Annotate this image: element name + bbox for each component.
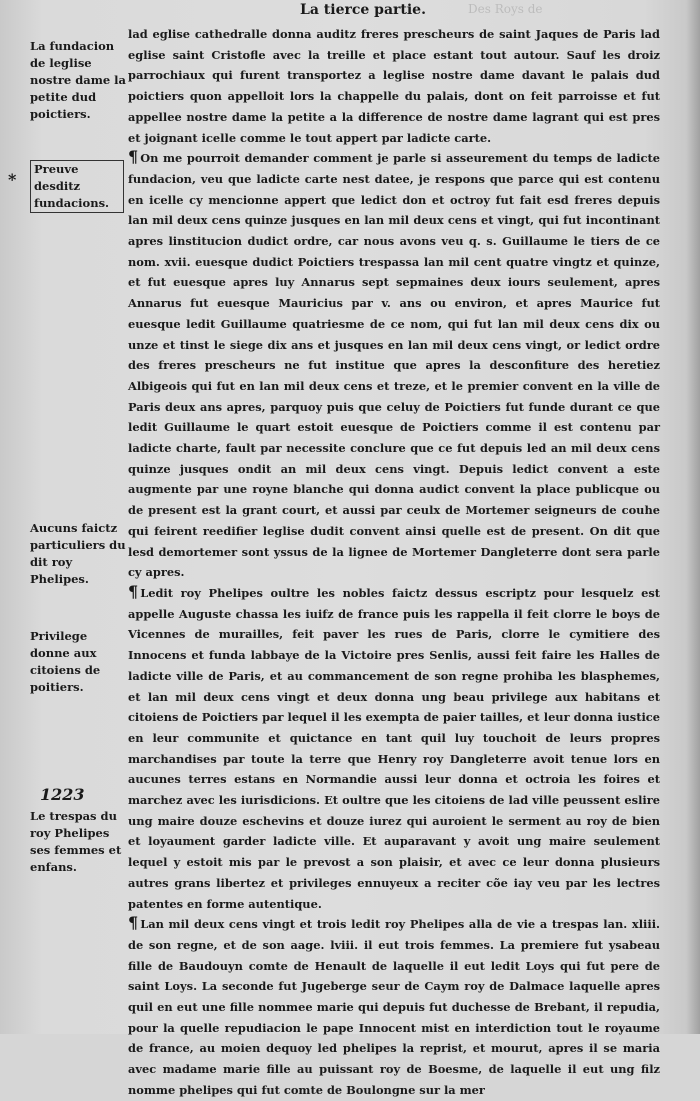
margin-note-preuve: Preuve desditz fundacions. <box>30 160 124 213</box>
paragraph-preuve-text: On me pourroit demander comment je parle si asseurement du temps de ladicte fundacion, veu que ladicte carte nest datee, je respons que parce qui est contenu en icelle cy mencionne appert que ledict don et octroy fut fait esd freres depuis lan mil deux cens quinze jusques en lan mil deux cens et vingt, qui fut incontinant apres linstitucion dudict ordre, car nous avons veu q. s. Guillaume le tiers de ce nom. xvii. euesque dudict Poictiers trespassa lan mil cent quatre vingtz et quinze, et fut euesque apres luy Annarus sept sepmaines deux iours seulement, apres Annarus fut euesque Mauricius par v. ans ou environ, et apres Maurice fut euesque ledit Guillaume quatriesme de ce nom, qui fut lan mil deux cens dix ou unze et tinst le siege dix ans et jusques en lan mil deux cens vingt, or ledict ordre des freres prescheurs ne fut institue que apres la desconfiture des heretiez Albigeois qui fut en lan mil deux cens et treze, et le premier convent en la ville de Paris deux ans apres, parquoy puis que celuy de Poictiers fut funde durant ce que ledit Guillaume le quart estoit euesque de Poictiers comme il est contenu par ladicte charte, fault par necessite conclure que ce fut depuis led an mil deux cens quinze jusques ondit an mil deux cens vingt. Depuis ledict convent a este augmente par une royne blanche qui donna audict convent la place publicque ou de present est la grant court, et aussi par ceulx de Mortemer seigneurs de couhe qui feirent reedifier leglise dudit convent ainsi quelle est de present. On dit que lesd demortemer sont yssus de la lignee de Mortemer Dangleterre dont sera parle cy apres. <box>128 151 660 580</box>
pilcrow-icon: ¶ <box>128 913 139 933</box>
main-text-column <box>128 24 660 1101</box>
margin-note-trespas: Le trespas du roy Phelipes ses femmes et enfans. <box>30 809 122 874</box>
margin-note-privilege: Privilege donne aux citoiens de poitiers. <box>30 629 101 694</box>
pilcrow-icon: ¶ <box>128 147 139 167</box>
page-edge-shadow <box>686 0 700 1034</box>
paragraph-aucuns-faictz-text: Ledit roy Phelipes oultre les nobles faictz dessus escriptz pour lesquelz est appelle Auguste chassa les iuifz de france puis les rappella il feit clorre le boys de Vicennes de murailles, feit paver les rues de Paris, clorre le cymitiere des Innocens et funda labbaye de la Victoire pres Senlis, aussi feit faire les Halles de ladicte ville de Paris, et au commancement de son regne prohiba les blasphemes, et lan mil deux cens vingt et deux donna ung beau privilege aux habitans et citoiens de Poictiers par lequel il les exempta de paier tailles, et leur donna iustice en leur communite et quictance en tant quil luy touchoit de leurs propres marchandises par toute la terre que Henry roy Dangleterre avoit tenue lors en aucunes terres estans en Normandie aussi leur donna et octroia les foires et marchez avec les iurisdicions. Et oultre que les citoiens de lad ville peussent eslire ung maire douze eschevins et douze iurez qui auroient le serment au roy de bien et loyaument garder ladicte ville. Et auparavant y avoit ung maire seulement lequel y estoit mis par le prevost a son plaisir, et avec ce leur donna plusieurs autres grans libertez et privileges ennuyeux a reciter cõe iay veu par les lectres patentes en forme autentique. <box>128 585 660 911</box>
margin-note-aucuns-faictz: Aucuns faictz particuliers du dit roy Phelipes. <box>30 521 126 586</box>
paragraph-fundacion: lad eglise cathedralle donna auditz freres prescheurs de saint Jaques de Paris lad eglise saint Cristofle avec la treille et place estant tout autour. Sauf les droiz parrochiaux qui furent transportez a leglise nostre dame davant le palais dud poictiers quon appelloit lors la chappelle du palais, dont on feit parroisse et fut appellee nostre dame la petite a la difference de nostre dame lagrant qui est pres et joignant icelle comme le tout appert par ladicte carte. <box>128 27 660 145</box>
page-header: La tierce partie. <box>300 2 426 18</box>
margin-note-fundacion: La fundacion de leglise nostre dame la petite dud poictiers. <box>30 39 126 121</box>
handwritten-year: 1223 <box>40 785 85 804</box>
pilcrow-icon: ¶ <box>128 581 139 601</box>
paragraph-trespas <box>128 914 660 1100</box>
paragraph-aucuns-faictz <box>128 583 660 914</box>
paragraph-preuve <box>128 148 660 583</box>
asterisk-mark: * <box>8 170 17 189</box>
paragraph-trespas-text: Lan mil deux cens vingt et trois ledit roy Phelipes alla de vie a trespas lan. xliii. de son regne, et de son aage. lviii. il eut trois femmes. La premiere fut ysabeau fille de Baudouyn comte de Henault de laquelle il eut ledit Loys qui fut pere de saint Loys. La seconde fut Jugeberge seur de Caym roy de Dalmace laquelle apres quil en eut une fille nommee marie qui depuis fut duchesse de Brebant, il repudia, pour la quelle repudiacion le pape Innocent mist en interdiction tout le royaume de france, au moien dequoy led phelipes la reprist, et mourut, apres il se maria avec madame marie fille au puissant roy de Boesme, de laquelle il eut ung filz nomme phelipes qui fut comte de Boulongne sur la mer <box>128 917 660 1097</box>
bleed-through-text: Des Roys de <box>468 2 543 16</box>
